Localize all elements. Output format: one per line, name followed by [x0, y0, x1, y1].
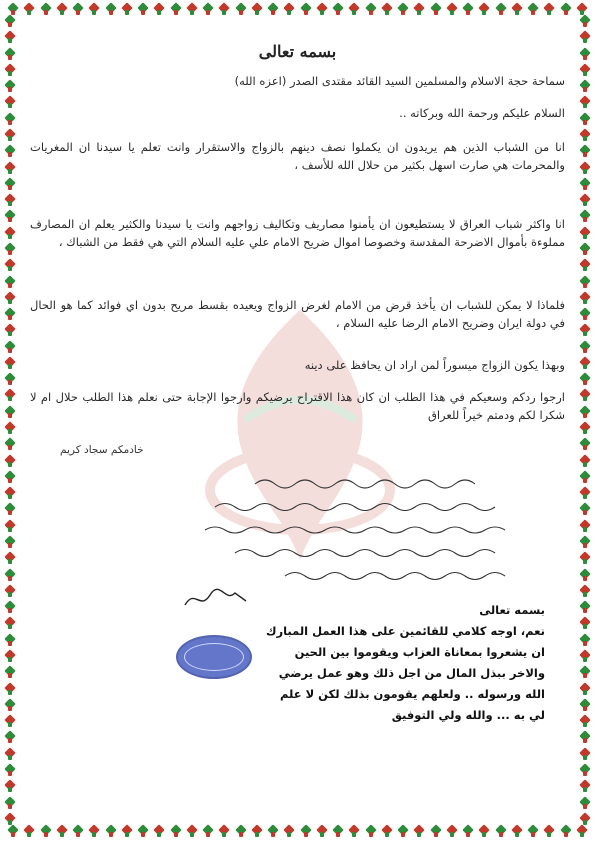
border-ornament-icon [479, 826, 489, 838]
border-ornament-icon [89, 826, 99, 838]
border-ornament-icon [580, 342, 590, 354]
border-ornament-icon [580, 114, 590, 126]
border-ornament-icon [580, 179, 590, 191]
border-ornament-icon [580, 358, 590, 370]
border-ornament-icon [5, 130, 15, 142]
border-ornament-icon [580, 716, 590, 728]
border-ornament-icon [580, 602, 590, 614]
border-ornament-icon [580, 244, 590, 256]
border-ornament-icon [580, 49, 590, 61]
letter-heading: بسمه تعالى [258, 42, 337, 61]
typed-reply [255, 600, 545, 726]
border-ornament-icon [463, 826, 473, 838]
border-ornament-icon [580, 32, 590, 44]
border-ornament-icon [5, 456, 15, 468]
recipient-line: سماحة حجة الاسلام والمسلمين السيد القائد مقتدى الصدر (اعزه الله) [234, 74, 565, 88]
handwriting-line [195, 495, 515, 515]
border-ornament-icon [5, 32, 15, 44]
border-ornament-icon [106, 826, 116, 838]
handwriting-line [195, 518, 515, 538]
border-ornament-icon [5, 602, 15, 614]
border-ornament-icon [5, 570, 15, 582]
border-ornament-icon [580, 423, 590, 435]
reply-line: الله ورسوله .. ولعلهم يقومون بذلك لكن لا علم [280, 687, 545, 701]
border-ornament-icon [528, 4, 538, 16]
border-ornament-icon [5, 667, 15, 679]
border-ornament-icon [171, 826, 181, 838]
border-ornament-icon [317, 826, 327, 838]
border-ornament-icon [580, 700, 590, 712]
border-ornament-icon [528, 826, 538, 838]
border-ornament-icon [561, 826, 571, 838]
handwritten-reply [195, 472, 515, 587]
border-ornament-icon [580, 260, 590, 272]
border-ornament-icon [512, 826, 522, 838]
border-ornament-icon [544, 826, 554, 838]
bottom-border [8, 826, 587, 840]
border-ornament-icon [5, 814, 15, 826]
border-ornament-icon [5, 293, 15, 305]
border-ornament-icon [5, 439, 15, 451]
border-ornament-icon [580, 228, 590, 240]
greeting-line: السلام عليكم ورحمة الله وبركاته .. [399, 106, 565, 120]
official-stamp-icon [176, 635, 252, 679]
border-ornament-icon [5, 325, 15, 337]
reply-line: ان يشعروا بمعاناة العزاب ويقوموا بين الحين [294, 645, 545, 659]
border-ornament-icon [366, 4, 376, 16]
border-ornament-icon [5, 553, 15, 565]
border-ornament-icon [580, 537, 590, 549]
border-ornament-icon [5, 195, 15, 207]
border-ornament-icon [5, 732, 15, 744]
border-ornament-icon [5, 260, 15, 272]
paragraph-4: وبهذا يكون الزواج ميسوراً لمن اراد ان يحافظ على دينه [304, 358, 565, 372]
border-ornament-icon [580, 667, 590, 679]
border-ornament-icon [580, 814, 590, 826]
border-ornament-icon [154, 4, 164, 16]
border-ornament-icon [580, 325, 590, 337]
border-ornament-icon [398, 826, 408, 838]
border-ornament-icon [5, 521, 15, 533]
border-ornament-icon [5, 163, 15, 175]
border-ornament-icon [333, 826, 343, 838]
border-ornament-icon [479, 4, 489, 16]
border-ornament-icon [24, 4, 34, 16]
border-ornament-icon [122, 826, 132, 838]
border-ornament-icon [284, 826, 294, 838]
border-ornament-icon [580, 749, 590, 761]
border-ornament-icon [5, 374, 15, 386]
border-ornament-icon [89, 4, 99, 16]
border-ornament-icon [5, 390, 15, 402]
border-ornament-icon [447, 4, 457, 16]
border-ornament-icon [5, 684, 15, 696]
border-ornament-icon [580, 732, 590, 744]
border-ornament-icon [580, 130, 590, 142]
left-border [3, 16, 17, 826]
border-ornament-icon [252, 826, 262, 838]
border-ornament-icon [580, 97, 590, 109]
border-ornament-icon [24, 826, 34, 838]
border-ornament-icon [5, 309, 15, 321]
border-ornament-icon [203, 4, 213, 16]
handwritten-signature-icon [180, 583, 250, 613]
border-ornament-icon [414, 826, 424, 838]
border-ornament-icon [5, 586, 15, 598]
border-ornament-icon [382, 4, 392, 16]
border-ornament-icon [5, 749, 15, 761]
border-ornament-icon [5, 781, 15, 793]
border-ornament-icon [5, 16, 15, 28]
border-ornament-icon [5, 277, 15, 289]
border-ornament-icon [5, 798, 15, 810]
border-ornament-icon [580, 211, 590, 223]
border-ornament-icon [41, 826, 51, 838]
border-ornament-icon [5, 97, 15, 109]
reply-line: نعم، اوجه كلامي للقائمين على هذا العمل المبارك [265, 624, 545, 638]
border-ornament-icon [236, 4, 246, 16]
border-ornament-icon [187, 4, 197, 16]
border-ornament-icon [580, 521, 590, 533]
border-ornament-icon [122, 4, 132, 16]
border-ornament-icon [496, 826, 506, 838]
border-ornament-icon [219, 4, 229, 16]
border-ornament-icon [580, 570, 590, 582]
border-ornament-icon [580, 618, 590, 630]
border-ornament-icon [431, 4, 441, 16]
border-ornament-icon [463, 4, 473, 16]
border-ornament-icon [106, 4, 116, 16]
border-ornament-icon [5, 700, 15, 712]
right-border [578, 16, 592, 826]
border-ornament-icon [496, 4, 506, 16]
border-ornament-icon [366, 826, 376, 838]
border-ornament-icon [5, 65, 15, 77]
border-ornament-icon [580, 765, 590, 777]
border-ornament-icon [5, 651, 15, 663]
handwriting-line [195, 564, 515, 584]
border-ornament-icon [5, 228, 15, 240]
border-ornament-icon [5, 423, 15, 435]
border-ornament-icon [57, 826, 67, 838]
border-ornament-icon [5, 244, 15, 256]
border-ornament-icon [580, 309, 590, 321]
border-ornament-icon [580, 586, 590, 598]
border-ornament-icon [580, 472, 590, 484]
border-ornament-icon [580, 146, 590, 158]
paragraph-1: انا من الشباب الذين هم يريدون ان يكملوا نصف دينهم بالزواج والاستقرار وانت تعلم يا سيدنا ان المغريات والمحرمات هي صارت اسهل بكثير من حلال الله للأسف ، [30, 140, 565, 172]
border-ornament-icon [580, 277, 590, 289]
border-ornament-icon [57, 4, 67, 16]
border-ornament-icon [580, 635, 590, 647]
border-ornament-icon [5, 504, 15, 516]
border-ornament-icon [268, 826, 278, 838]
handwriting-line [195, 472, 515, 492]
border-ornament-icon [138, 826, 148, 838]
border-ornament-icon [544, 4, 554, 16]
border-ornament-icon [73, 826, 83, 838]
border-ornament-icon [219, 826, 229, 838]
border-ornament-icon [580, 81, 590, 93]
border-ornament-icon [580, 195, 590, 207]
border-ornament-icon [580, 798, 590, 810]
border-ornament-icon [580, 163, 590, 175]
border-ornament-icon [41, 4, 51, 16]
paragraph-5: ارجوا ردكم وسعيكم في هذا الطلب ان كان هذا الاقتراح يرضيكم وارجوا الإجابة حتى نعلم هذا الطلب حلال ام لا شكرا لكم ودمتم خيراً للعراق [30, 390, 565, 422]
border-ornament-icon [512, 4, 522, 16]
border-ornament-icon [580, 390, 590, 402]
border-ornament-icon [5, 765, 15, 777]
border-ornament-icon [5, 488, 15, 500]
reply-line: والاخر ببذل المال من اجل ذلك وهو عمل يرضي [278, 666, 545, 680]
border-ornament-icon [5, 49, 15, 61]
border-ornament-icon [252, 4, 262, 16]
paragraph-2: انا واكثر شباب العراق لا يستطيعون ان يأمنوا مصاريف وتكاليف زواجهم وانت يا سيدنا والكثير يعلم ان المصارف مملوءة بأموال الاضرحة المقدسة وخصوصا اموال ضريح الامام علي عليه السلام التي هي فقط من الشباك ، [30, 217, 565, 249]
border-ornament-icon [5, 211, 15, 223]
border-ornament-icon [301, 4, 311, 16]
border-ornament-icon [349, 826, 359, 838]
border-ornament-icon [138, 4, 148, 16]
border-ornament-icon [382, 826, 392, 838]
border-ornament-icon [203, 826, 213, 838]
border-ornament-icon [187, 826, 197, 838]
border-ornament-icon [580, 651, 590, 663]
border-ornament-icon [580, 65, 590, 77]
border-ornament-icon [5, 146, 15, 158]
border-ornament-icon [580, 684, 590, 696]
border-ornament-icon [580, 374, 590, 386]
border-ornament-icon [73, 4, 83, 16]
sender-signature: خادمكم سجاد كريم [60, 444, 144, 456]
border-ornament-icon [5, 81, 15, 93]
border-ornament-icon [171, 4, 181, 16]
border-ornament-icon [301, 826, 311, 838]
border-ornament-icon [580, 456, 590, 468]
border-ornament-icon [580, 553, 590, 565]
border-ornament-icon [580, 488, 590, 500]
border-ornament-icon [5, 358, 15, 370]
border-ornament-icon [5, 114, 15, 126]
border-ornament-icon [580, 439, 590, 451]
border-ornament-icon [5, 537, 15, 549]
border-ornament-icon [284, 4, 294, 16]
reply-title: بسمه تعالى [479, 603, 545, 617]
border-ornament-icon [5, 635, 15, 647]
border-ornament-icon [398, 4, 408, 16]
border-ornament-icon [580, 407, 590, 419]
border-ornament-icon [414, 4, 424, 16]
border-ornament-icon [580, 781, 590, 793]
handwriting-line [195, 541, 515, 561]
border-ornament-icon [268, 4, 278, 16]
border-ornament-icon [431, 826, 441, 838]
border-ornament-icon [577, 826, 587, 838]
border-ornament-icon [447, 826, 457, 838]
border-ornament-icon [8, 826, 18, 838]
border-ornament-icon [5, 342, 15, 354]
border-ornament-icon [5, 618, 15, 630]
border-ornament-icon [154, 826, 164, 838]
border-ornament-icon [317, 4, 327, 16]
border-ornament-icon [561, 4, 571, 16]
border-ornament-icon [349, 4, 359, 16]
border-ornament-icon [5, 407, 15, 419]
top-border [8, 4, 587, 18]
border-ornament-icon [333, 4, 343, 16]
border-ornament-icon [236, 826, 246, 838]
border-ornament-icon [5, 716, 15, 728]
border-ornament-icon [580, 16, 590, 28]
border-ornament-icon [580, 293, 590, 305]
paragraph-3: فلماذا لا يمكن للشباب ان يأخذ قرض من الامام لغرض الزواج ويعيده بقسط مريح بدون اي فوائد كما هو الحال في دولة ايران وضريح الامام الرضا عليه السلام ، [30, 298, 565, 330]
border-ornament-icon [5, 179, 15, 191]
border-ornament-icon [5, 472, 15, 484]
border-ornament-icon [580, 504, 590, 516]
reply-line: لي به ... والله ولي التوفيق [391, 708, 545, 722]
